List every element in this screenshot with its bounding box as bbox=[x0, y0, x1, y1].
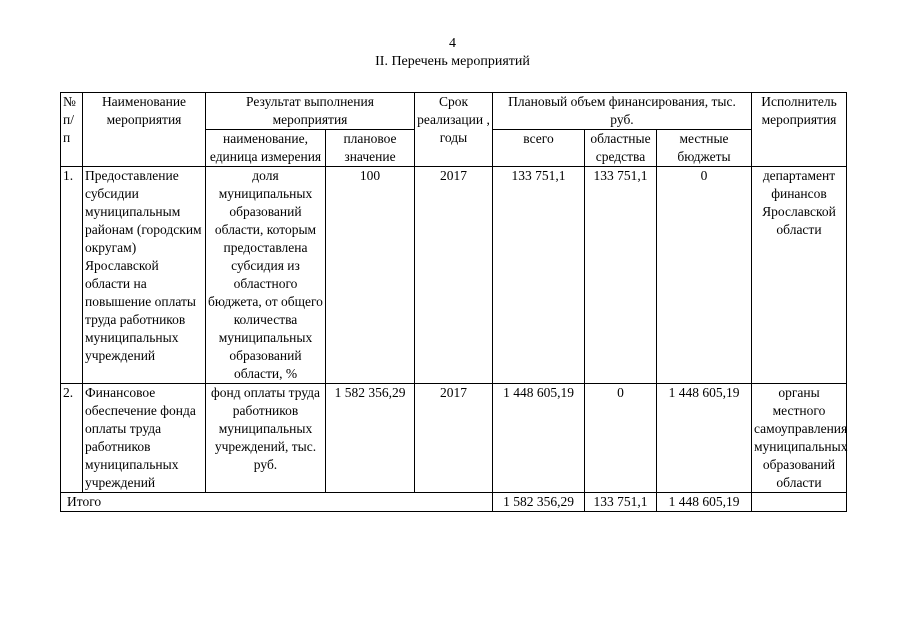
row-name: Финансовое обеспечение фонда оплаты труда работников муниципальных учреждений bbox=[83, 384, 206, 493]
row-result-value: 1 582 356,29 bbox=[326, 384, 415, 493]
row-num: 2. bbox=[61, 384, 83, 493]
row-term: 2017 bbox=[415, 167, 493, 384]
header-executor: Исполнитель мероприятия bbox=[752, 93, 847, 167]
row-executor: органы местного самоуправления муниципальных образований области bbox=[752, 384, 847, 493]
row-result-name: фонд оплаты труда работников муниципальных учреждений, тыс. руб. bbox=[206, 384, 326, 493]
header-term: Срок реализации , годы bbox=[415, 93, 493, 167]
row-num: 1. bbox=[61, 167, 83, 384]
header-funding: Плановый объем финансирования, тыс. руб. bbox=[493, 93, 752, 130]
header-num: № п/п bbox=[61, 93, 83, 167]
section-title: II. Перечень мероприятий bbox=[375, 54, 530, 69]
header-regional: областные средства bbox=[585, 130, 657, 167]
header-local: местные бюджеты bbox=[657, 130, 752, 167]
row-result-name: доля муниципальных образований области, которым предоставлена субсидия из областного бюджета, от общего количества муниципальных образований области, % bbox=[206, 167, 326, 384]
total-label: Итого bbox=[61, 493, 493, 512]
page-number: 4 bbox=[449, 36, 456, 51]
row-name: Предоставление субсидии муниципальным районам (городским округам) Ярославской области на повышение оплаты труда работников муниципальных учреждений bbox=[83, 167, 206, 384]
total-row bbox=[61, 493, 847, 512]
total-local: 1 448 605,19 bbox=[657, 493, 752, 512]
header-name: Наименование мероприятия bbox=[83, 93, 206, 167]
row-result-value: 100 bbox=[326, 167, 415, 384]
row-executor: департамент финансов Ярославской области bbox=[752, 167, 847, 384]
measures-table bbox=[60, 92, 847, 512]
row-total: 133 751,1 bbox=[493, 167, 585, 384]
row-term: 2017 bbox=[415, 384, 493, 493]
table-row bbox=[61, 384, 847, 493]
row-local: 1 448 605,19 bbox=[657, 384, 752, 493]
total-regional: 133 751,1 bbox=[585, 493, 657, 512]
row-local: 0 bbox=[657, 167, 752, 384]
total-sum: 1 582 356,29 bbox=[493, 493, 585, 512]
header-total: всего bbox=[493, 130, 585, 167]
table-row bbox=[61, 167, 847, 384]
header-result: Результат выполнения мероприятия bbox=[206, 93, 415, 130]
row-regional: 0 bbox=[585, 384, 657, 493]
row-total: 1 448 605,19 bbox=[493, 384, 585, 493]
header-result-value: плановое значение bbox=[326, 130, 415, 167]
total-executor-empty bbox=[752, 493, 847, 512]
row-regional: 133 751,1 bbox=[585, 167, 657, 384]
header-result-name: наименование, единица измерения bbox=[206, 130, 326, 167]
header-row-1 bbox=[61, 93, 847, 130]
